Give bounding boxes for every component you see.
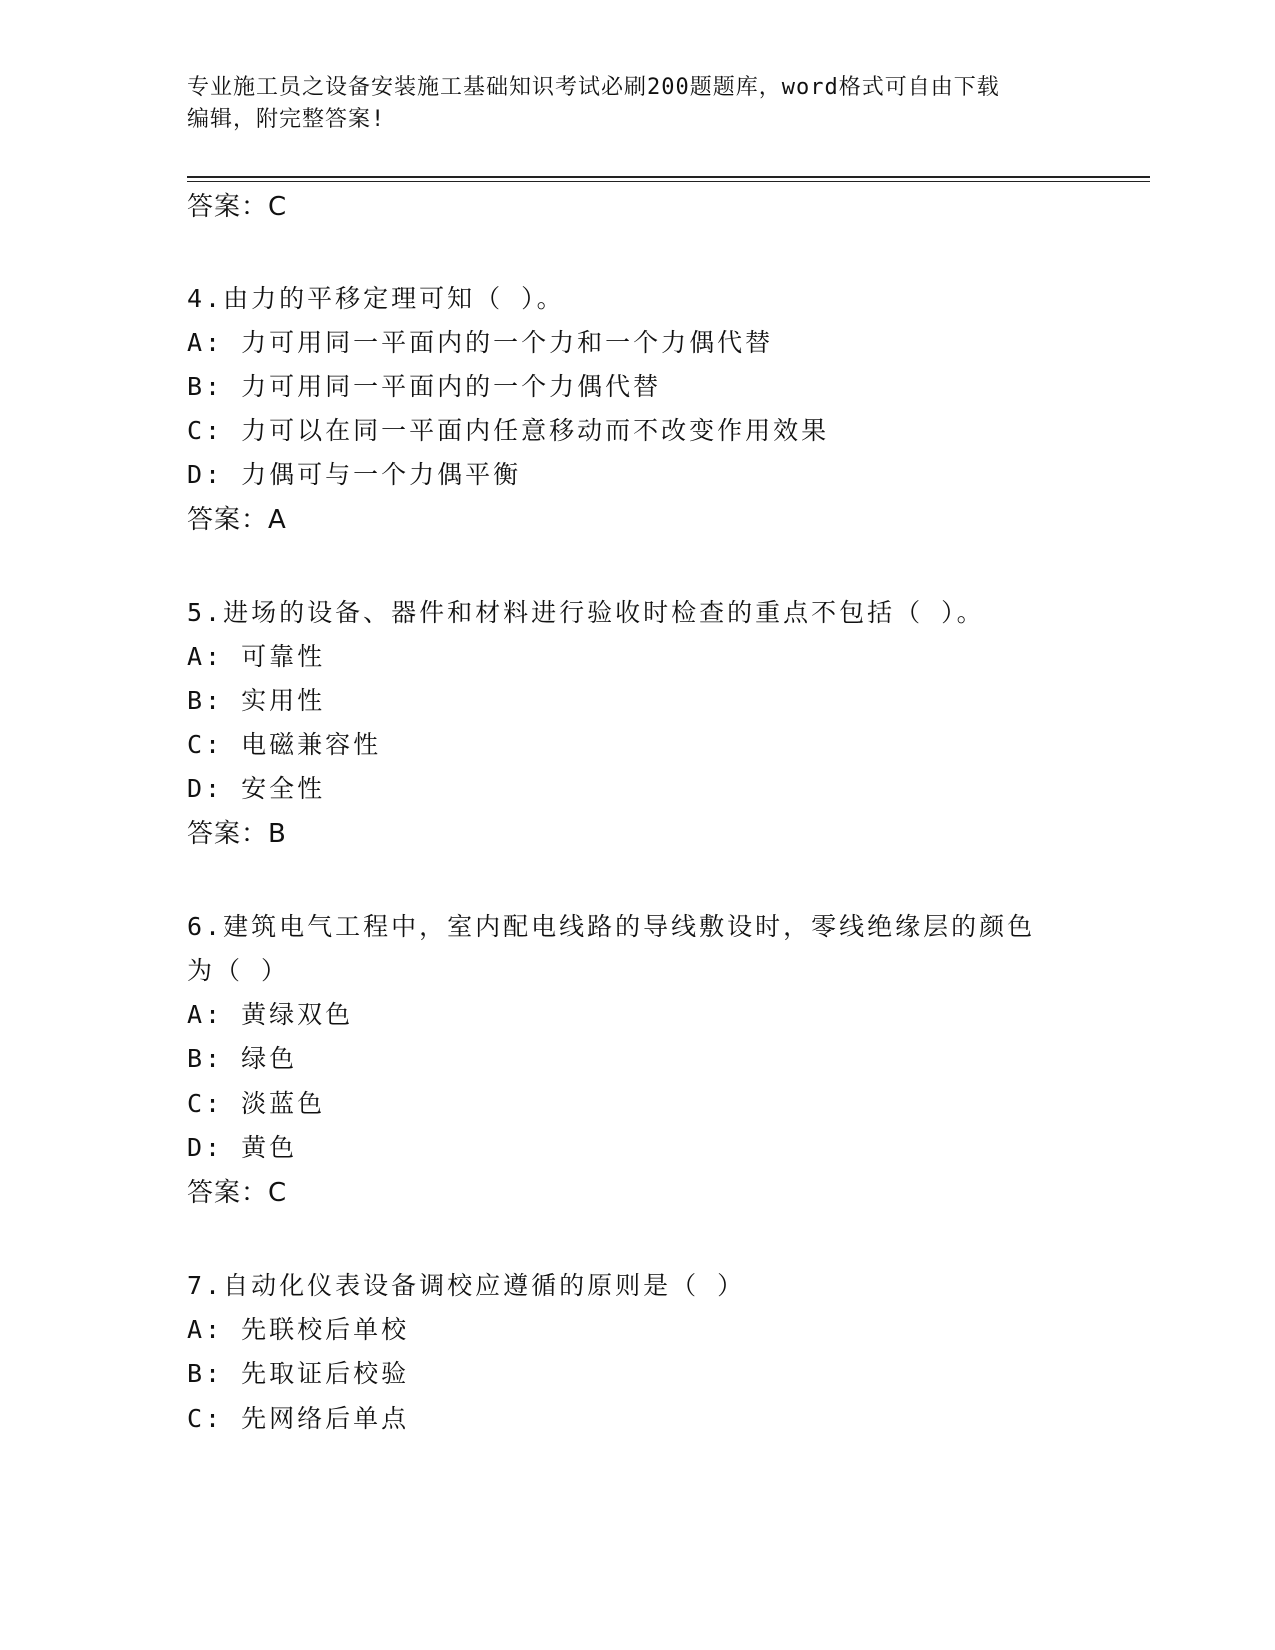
q4-answer: 答案：A <box>187 505 287 535</box>
document-header <box>187 72 1067 136</box>
q6-option-b: B: 绿色 <box>187 1044 298 1073</box>
q4-option-d: D: 力偶可与一个力偶平衡 <box>187 460 522 489</box>
question-5: 5.进场的设备、器件和材料进行验收时检查的重点不包括（ ）。 <box>187 598 985 627</box>
q6-option-a: A: 黄绿双色 <box>187 1000 354 1029</box>
q5-option-d: D: 安全性 <box>187 774 326 803</box>
header-rule-bottom <box>187 181 1150 182</box>
q5-answer: 答案：B <box>187 819 287 849</box>
q5-option-a: A: 可靠性 <box>187 642 326 671</box>
q5-option-c: C: 电磁兼容性 <box>187 730 382 759</box>
q7-option-b: B: 先取证后校验 <box>187 1359 410 1388</box>
q6-option-d: D: 黄色 <box>187 1133 298 1162</box>
q4-option-c: C: 力可以在同一平面内任意移动而不改变作用效果 <box>187 416 830 445</box>
q4-option-a: A: 力可用同一平面内的一个力和一个力偶代替 <box>187 328 774 357</box>
question-6-line-1: 6.建筑电气工程中，室内配电线路的导线敷设时，零线绝缘层的颜色 <box>187 912 1036 941</box>
q7-option-a: A: 先联校后单校 <box>187 1315 410 1344</box>
answer-previous: 答案：C <box>187 192 288 222</box>
q4-option-b: B: 力可用同一平面内的一个力偶代替 <box>187 372 662 401</box>
header-title-line-2: 编辑，附完整答案! <box>187 107 386 132</box>
q6-option-c: C: 淡蓝色 <box>187 1089 326 1118</box>
question-7: 7.自动化仪表设备调校应遵循的原则是（ ） <box>187 1271 746 1300</box>
header-rule-top <box>187 176 1150 178</box>
question-6-line-2: 为（ ） <box>187 956 290 985</box>
q7-option-c: C: 先网络后单点 <box>187 1404 410 1433</box>
q5-option-b: B: 实用性 <box>187 686 326 715</box>
q6-answer: 答案：C <box>187 1178 288 1208</box>
question-4: 4.由力的平移定理可知（ ）。 <box>187 284 565 313</box>
header-title-line-1: 专业施工员之设备安装施工基础知识考试必刷200题题库，word格式可自由下载 <box>187 75 1000 100</box>
